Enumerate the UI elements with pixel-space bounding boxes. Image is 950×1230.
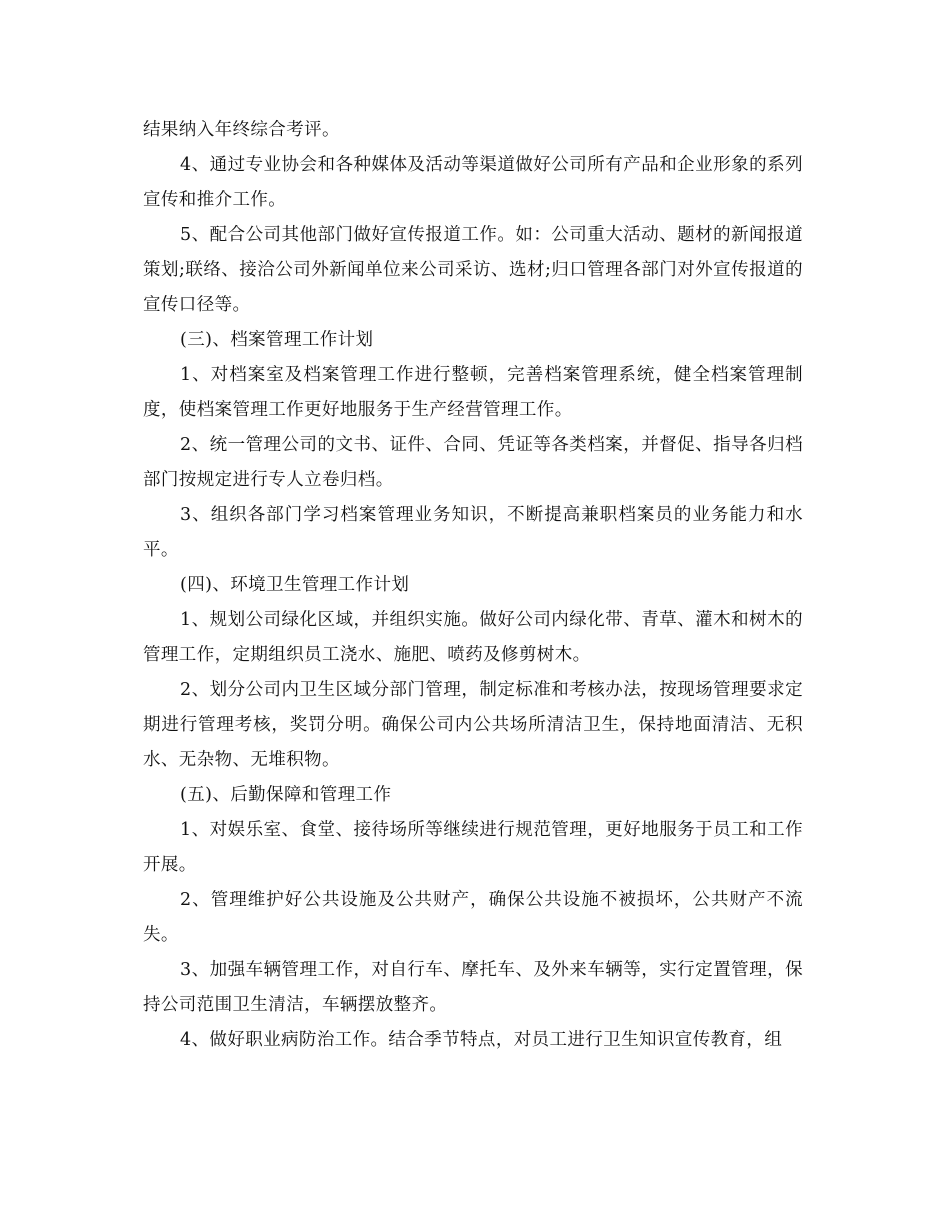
paragraph-environment-item-1: 1、规划公司绿化区域，并组织实施。做好公司内绿化带、青草、灌木和树木的管理工作，定期组织员工浇水、施肥、喷药及修剪树木。 [143,610,803,665]
paragraph-environment-item-2: 2、划分公司内卫生区域分部门管理，制定标准和考核办法，按现场管理要求定期进行管理考核，奖罚分明。确保公司内公共场所清洁卫生，保持地面清洁、无积水、无杂物、无堆积物。 [143,680,803,770]
paragraph-item-4-publicity: 4、通过专业协会和各种媒体及活动等渠道做好公司所有产品和企业形象的系列宣传和推介工作。 [143,155,803,210]
paragraph-logistics-item-4: 4、做好职业病防治工作。结合季节特点，对员工进行卫生知识宣传教育，组 [180,1030,783,1050]
paragraph-continuation: 结果纳入年终综合考评。 [143,120,340,140]
section-heading-archives: (三)、档案管理工作计划 [180,330,374,350]
paragraph-archives-item-3: 3、组织各部门学习档案管理业务知识，不断提高兼职档案员的业务能力和水平。 [143,505,803,560]
section-heading-environment: (四)、环境卫生管理工作计划 [180,575,410,595]
section-heading-logistics: (五)、后勤保障和管理工作 [180,785,392,805]
paragraph-logistics-item-3: 3、加强车辆管理工作，对自行车、摩托车、及外来车辆等，实行定置管理，保持公司范围卫生清洁，车辆摆放整齐。 [143,960,803,1015]
paragraph-archives-item-1: 1、对档案室及档案管理工作进行整顿，完善档案管理系统，健全档案管理制度，使档案管理工作更好地服务于生产经营管理工作。 [143,365,803,420]
paragraph-logistics-item-2: 2、管理维护好公共设施及公共财产，确保公共设施不被损坏，公共财产不流失。 [143,890,803,945]
paragraph-archives-item-2: 2、统一管理公司的文书、证件、合同、凭证等各类档案，并督促、指导各归档部门按规定进行专人立卷归档。 [143,435,803,490]
paragraph-logistics-item-1: 1、对娱乐室、食堂、接待场所等继续进行规范管理，更好地服务于员工和工作开展。 [143,820,803,875]
paragraph-item-5-news-reports: 5、配合公司其他部门做好宣传报道工作。如：公司重大活动、题材的新闻报道策划;联络、接洽公司外新闻单位来公司采访、选材;归口管理各部门对外宣传报道的宣传口径等。 [143,225,803,315]
document-body [143,113,803,1058]
